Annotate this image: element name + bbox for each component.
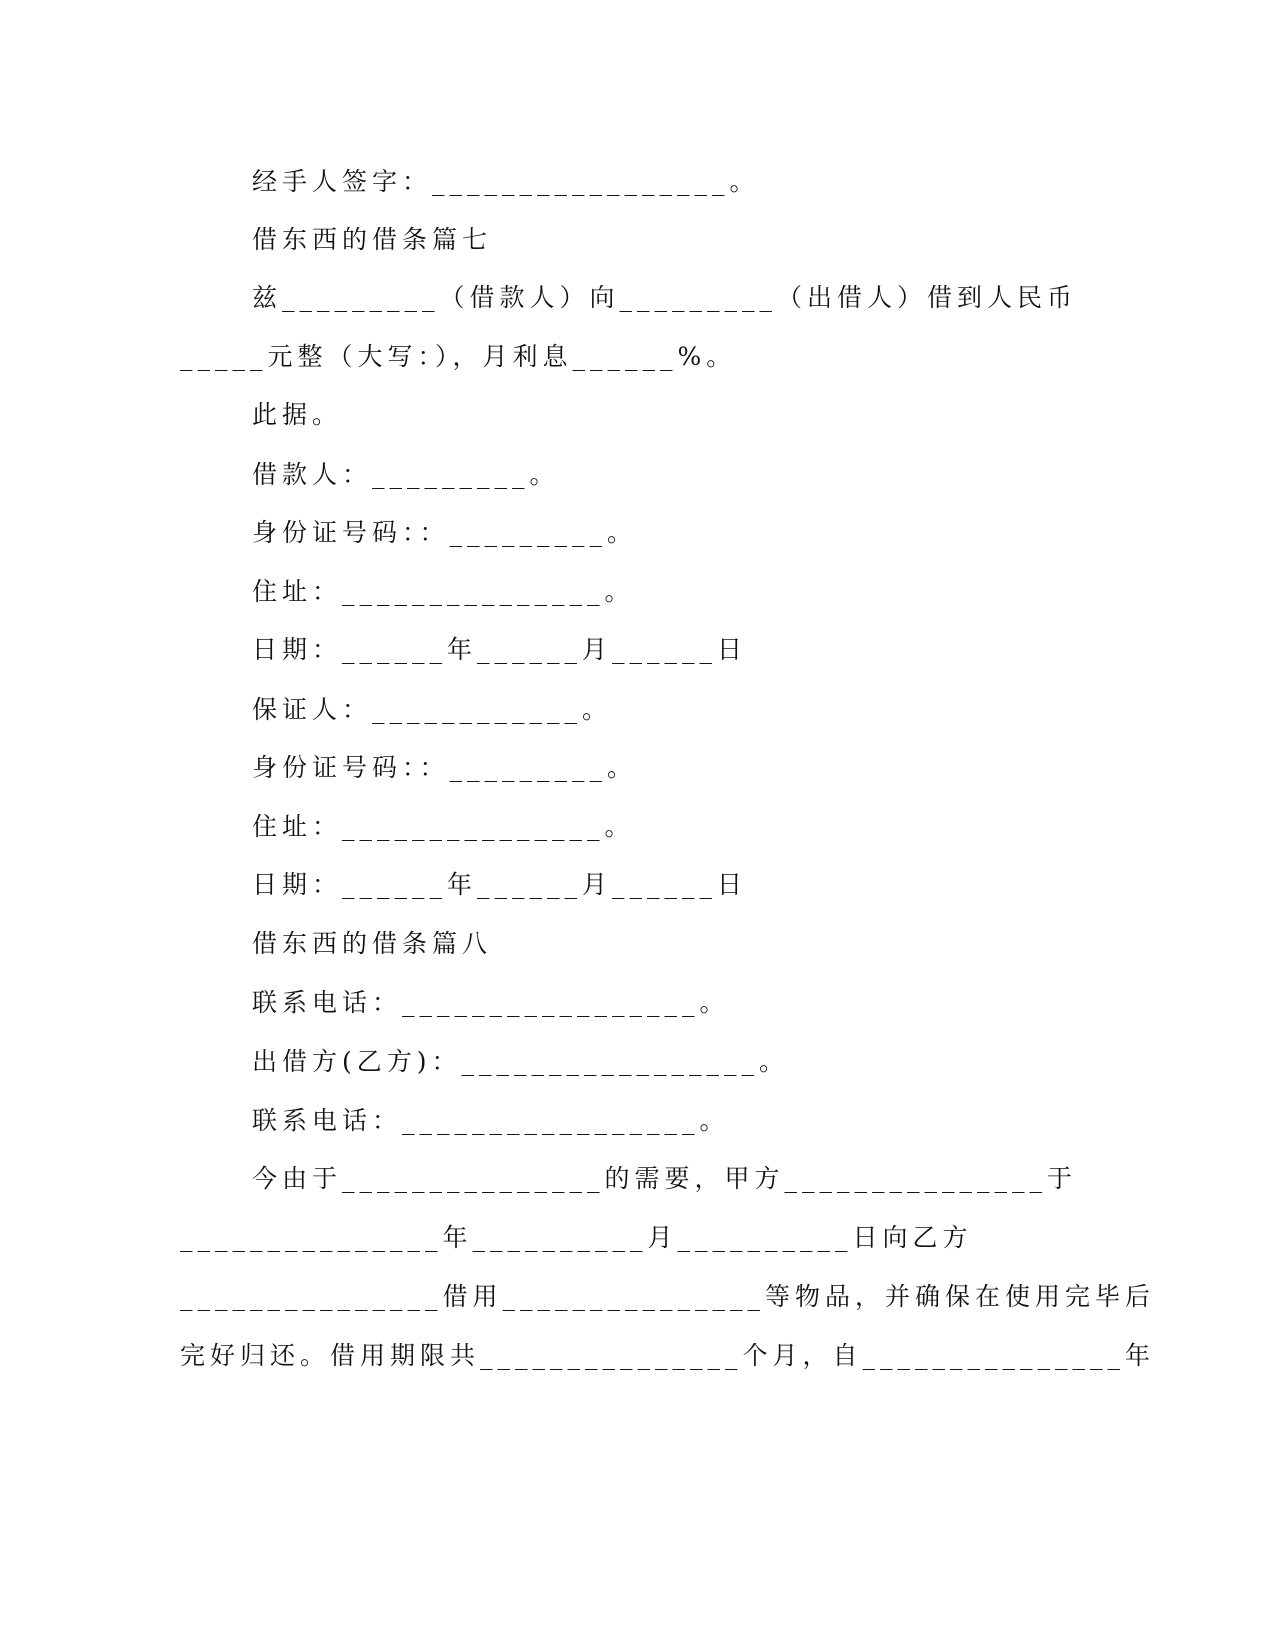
text-line-loan-statement: 兹_________（借款人）向_________（出借人）借到人民币 — [252, 283, 1078, 312]
text-line-borrower-address: 住址：_______________。 — [252, 577, 635, 606]
text-line-lender: 出借方(乙方)：_________________。 — [252, 1047, 790, 1076]
text-line-receipt: 此据。 — [252, 400, 343, 429]
section-heading-seven: 借东西的借条篇七 — [252, 225, 493, 254]
text-line-borrow-date: _______________年__________月__________日向乙方 — [180, 1223, 973, 1252]
text-line-borrower-id: 身份证号码：：_________。 — [252, 518, 638, 547]
text-line-guarantor-address: 住址：_______________。 — [252, 812, 635, 841]
text-line-borrower-date: 日期：______年______月______日 — [252, 635, 748, 664]
text-line-signature: 经手人签字：_________________。 — [252, 167, 760, 196]
text-line-phone-2: 联系电话：_________________。 — [252, 1106, 730, 1135]
text-line-borrow-period: 完好归还。借用期限共_______________个月，自_______________年 — [180, 1341, 1156, 1370]
text-line-phone: 联系电话：_________________。 — [252, 988, 730, 1017]
text-line-guarantor-id: 身份证号码：：_________。 — [252, 753, 638, 782]
text-line-loan-amount: _____元整（大写：），月利息______%。 — [180, 342, 737, 371]
text-line-reason: 今由于_______________的需要，甲方_______________于 — [252, 1164, 1078, 1193]
text-line-borrowed-items: _______________借用_______________等物品，并确保在使用完毕后 — [180, 1282, 1156, 1311]
text-line-guarantor-date: 日期：______年______月______日 — [252, 870, 748, 899]
section-heading-eight: 借东西的借条篇八 — [252, 929, 493, 958]
text-line-borrower: 借款人：_________。 — [252, 460, 560, 489]
text-line-guarantor: 保证人：____________。 — [252, 695, 613, 724]
